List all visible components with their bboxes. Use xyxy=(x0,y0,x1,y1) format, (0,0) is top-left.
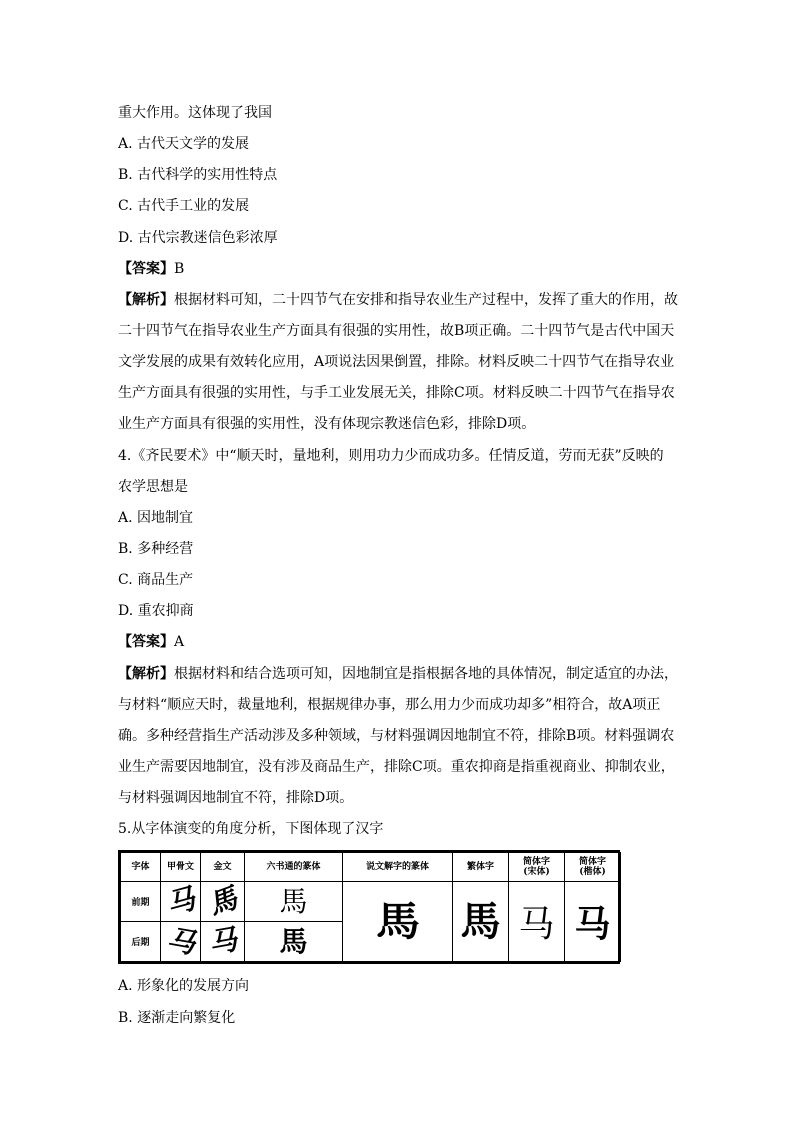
analysis-text: 根据材料可知，二十四节气在安排和指导农业生产过程中，发挥了重大的作用，故 xyxy=(174,292,678,308)
q3-analysis-line-2: 二十四节气在指导农业生产方面具有很强的实用性，故B项正确。二十四节气是古代中国天 xyxy=(118,323,675,339)
q4-stem-line-1: 4.《齐民要术》中“顺天时，量地利，则用功力少而成功多。任情反道，劳而无获”反映的 xyxy=(118,448,664,464)
header-script: 字体 xyxy=(121,853,161,882)
q4-analysis-line-4: 业生产需要因地制宜，没有涉及商品生产，排除C项。重农抑商是指重视商业、抑制农业， xyxy=(118,759,675,775)
glyph-shuowen: 馬 xyxy=(337,882,458,962)
q3-analysis-line-3: 文学发展的成果有效转化应用，A项说法因果倒置，排除。材料反映二十四节气在指导农业 xyxy=(118,354,675,370)
q4-option-a: A. 因地制宜 xyxy=(118,510,194,526)
header-liushu: 六书通的篆体 xyxy=(245,853,343,882)
q3-option-c: C. 古代手工业的发展 xyxy=(118,198,250,214)
glyph-simplified-kai: 马 xyxy=(565,882,621,962)
q4-analysis-line-2: 与材料“顺应天时，裁量地利，根据规律办事，那么用力少而成功却多”相符合，故A项正 xyxy=(118,697,661,713)
q4-option-c: C. 商品生产 xyxy=(118,572,194,588)
q3-option-d: D. 古代宗教迷信色彩浓厚 xyxy=(118,230,278,246)
q3-answer xyxy=(118,259,184,279)
glyph-oracle-early: 马 xyxy=(156,877,205,926)
q3-analysis-line-1 xyxy=(118,290,678,310)
answer-label: 【答案】 xyxy=(118,261,174,277)
q4-answer xyxy=(118,632,184,652)
analysis-text: 根据材料和结合选项可知，因地制宜是指根据各地的具体情况，制定适宜的办法， xyxy=(174,666,678,682)
q5-stem: 5.从字体演变的角度分析，下图体现了汉字 xyxy=(118,821,384,837)
glyph-bronze-late: 马 xyxy=(197,918,247,965)
header-oracle: 甲骨文 xyxy=(161,853,201,882)
header-bronze: 金文 xyxy=(201,853,245,882)
analysis-label: 【解析】 xyxy=(118,666,174,682)
q4-option-d: D. 重农抑商 xyxy=(118,603,194,619)
q5-option-a: A. 形象化的发展方向 xyxy=(118,978,250,994)
glyph-liushu-late: 馬 xyxy=(245,922,343,962)
q4-analysis-line-3: 确。多种经营指生产活动涉及多种领域，与材料强调因地制宜不符，排除B项。材料强调农 xyxy=(118,728,675,744)
q3-analysis-line-5: 业生产方面具有很强的实用性，没有体现宗教迷信色彩，排除D项。 xyxy=(118,416,536,432)
row-label-early: 前期 xyxy=(121,882,161,922)
header-simplified-song: 简体字 (宋体) xyxy=(509,853,565,882)
q3-analysis-line-4: 生产方面具有很强的实用性，与手工业发展无关，排除C项。材料反映二十四节气在指导农 xyxy=(118,385,675,401)
q3-stem-tail: 重大作用。这体现了我国 xyxy=(118,105,272,121)
answer-value: A xyxy=(174,634,185,650)
glyph-traditional: 馬 xyxy=(453,882,509,962)
analysis-label: 【解析】 xyxy=(118,292,174,308)
q5-option-b: B. 逐渐走向繁复化 xyxy=(118,1010,236,1026)
header-simplified-kai: 简体字 (楷体) xyxy=(565,853,621,882)
q4-stem-line-2: 农学思想是 xyxy=(118,479,188,495)
header-shuowen: 说文解字的篆体 xyxy=(343,853,453,882)
glyph-bronze-early: 馬 xyxy=(195,875,250,928)
q3-option-a: A. 古代天文学的发展 xyxy=(118,136,250,152)
q4-analysis-line-1 xyxy=(118,664,678,684)
q4-option-b: B. 多种经营 xyxy=(118,541,194,557)
row-label-late: 后期 xyxy=(121,922,161,962)
glyph-liushu-early: 馬 xyxy=(245,882,343,922)
q4-analysis-line-5: 与材料强调因地制宜不符，排除D项。 xyxy=(118,790,354,806)
answer-value: B xyxy=(174,261,185,277)
glyph-simplified-song: 马 xyxy=(509,882,565,962)
script-evolution-table xyxy=(118,850,620,964)
glyph-oracle-late: 马 xyxy=(157,918,203,964)
answer-label: 【答案】 xyxy=(118,634,174,650)
header-traditional: 繁体字 xyxy=(453,853,509,882)
q3-option-b: B. 古代科学的实用性特点 xyxy=(118,167,278,183)
